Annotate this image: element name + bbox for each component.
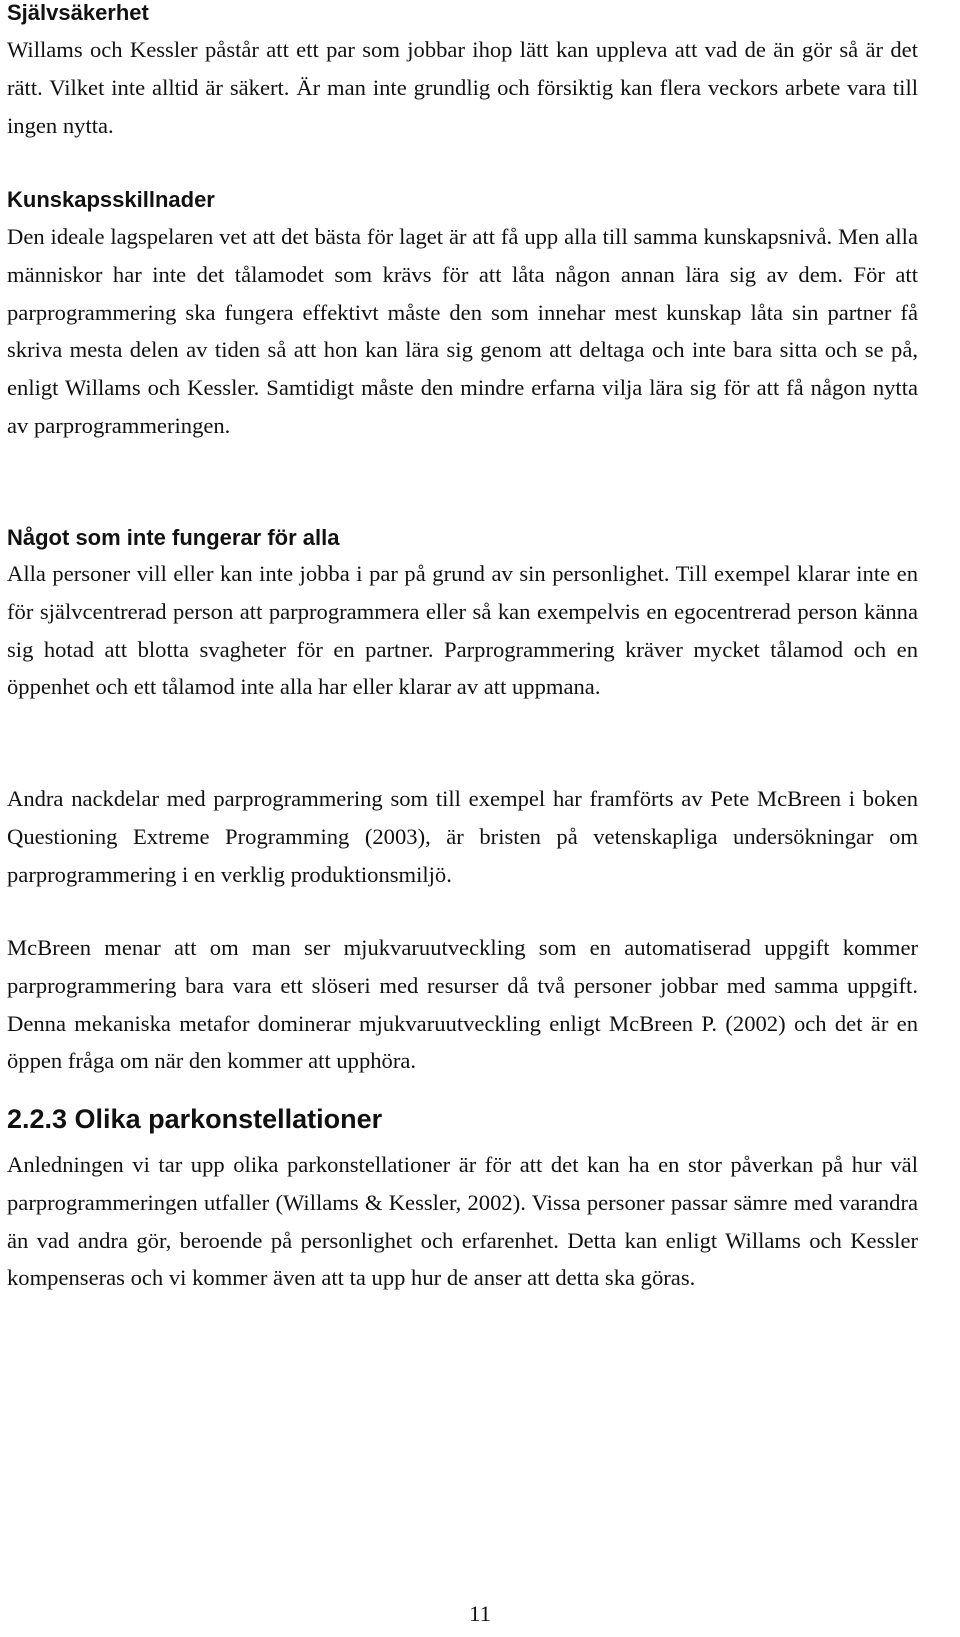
page-number: 11	[469, 1601, 491, 1626]
paragraph-sjalvsakerhet: Willams och Kessler påstår att ett par som jobbar ihop lätt kan uppleva att vad de än gör så är det rätt. Vilket inte alltid är säkert. Är man inte grundlig och försiktig kan flera veckors arbete vara till ingen nytta.	[7, 37, 918, 138]
heading-kunskapsskillnader: Kunskapsskillnader	[7, 187, 215, 212]
paragraph-nagot-som-inte-fungerar: Alla personer vill eller kan inte jobba i par på grund av sin personlighet. Till exempel klarar inte en för självcentrerad person att parprogrammera eller så kan exempelvis en egocentrerad person känna sig hotad att blotta svagheter för en partner. Parprogrammering kräver mycket tålamod och en öppenhet och ett tålamod inte alla har eller klarar av att uppmana.	[7, 561, 918, 700]
heading-nagot-som-inte-fungerar: Något som inte fungerar för alla	[7, 525, 340, 550]
heading-sjalvsakerhet: Självsäkerhet	[7, 0, 149, 25]
paragraph-olika-parkonstellationer: Anledningen vi tar upp olika parkonstellationer är för att det kan ha en stor påverkan på hur väl parprogrammeringen utfaller (Willams & Kessler, 2002). Vissa personer passar sämre med varandra än vad andra gör, beroende på personlighet och erfarenhet. Detta kan enligt Willams och Kessler kompenseras och vi kommer även att ta upp hur de anser att detta ska göras.	[7, 1152, 918, 1291]
paragraph-mcbreen-metaphor: McBreen menar att om man ser mjukvaruutveckling som en automatiserad uppgift kommer parprogrammering bara vara ett slöseri med resurser då två personer jobbar med samma uppgift. Denna mekaniska metafor dominerar mjukvaruutveckling enligt McBreen P. (2002) och det är en öppen fråga om när den kommer att upphöra.	[7, 935, 918, 1074]
paragraph-kunskapsskillnader: Den ideale lagspelaren vet att det bästa för laget är att få upp alla till samma kunskapsnivå. Men alla människor har inte det tålamodet som krävs för att låta någon annan lära sig av dem. För att parprogrammering ska fungera effektivt måste den som innehar mest kunskap låta sin partner få skriva mesta delen av tiden så att hon kan lära sig genom att deltaga och inte bara sitta och se på, enligt Willams och Kessler. Samtidigt måste den mindre erfarna vilja lära sig för att få någon nytta av parprogrammeringen.	[7, 224, 918, 438]
paragraph-mcbreen-intro: Andra nackdelar med parprogrammering som till exempel har framförts av Pete McBreen i boken Questioning Extreme Programming (2003), är bristen på vetenskapliga undersökningar om parprogrammering i en verklig produktionsmiljö.	[7, 786, 918, 887]
heading-olika-parkonstellationer: 2.2.3 Olika parkonstellationer	[7, 1104, 383, 1134]
